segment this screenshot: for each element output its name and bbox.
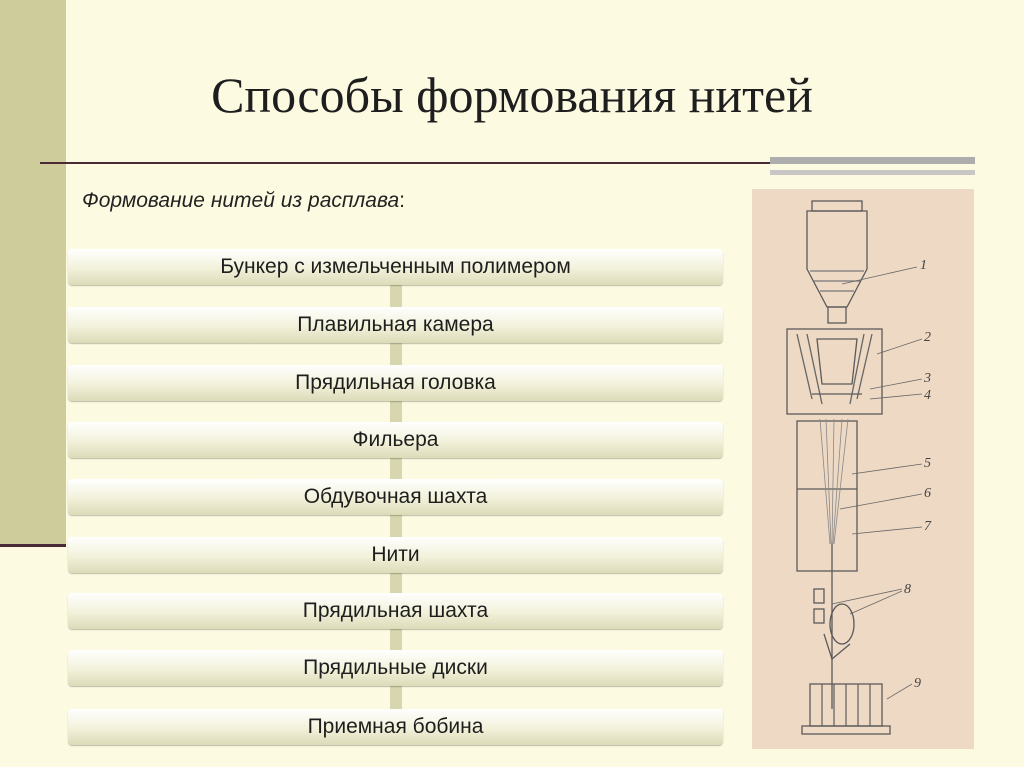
diagram-label-9: 9 — [914, 676, 921, 691]
diagram-label-3: 3 — [924, 371, 931, 386]
section-subtitle — [82, 189, 405, 213]
flow-step: Плавильная камера — [68, 307, 723, 343]
apparatus-drawing — [752, 189, 974, 749]
slide-title: Способы формования нитей — [211, 67, 813, 123]
title-accent-bar — [770, 157, 975, 164]
hopper-cap — [812, 201, 862, 211]
flow-step: Приемная бобина — [68, 709, 723, 745]
godet-disc — [830, 604, 854, 644]
title-accent-bar-secondary — [770, 170, 975, 175]
flow-step: Бункер с измельченным полимером — [68, 249, 723, 285]
diagram-label-6: 6 — [924, 486, 931, 501]
diagram-label-7: 7 — [924, 519, 931, 534]
hopper-body — [807, 211, 867, 307]
hopper-neck — [828, 307, 846, 323]
spinning-apparatus-diagram — [752, 189, 974, 749]
left-decor-line — [0, 544, 66, 547]
flow-step: Нити — [68, 537, 723, 573]
subtitle-text: Формование нитей из расплава — [82, 189, 400, 212]
diagram-label-1: 1 — [920, 258, 927, 273]
flow-step: Прядильные диски — [68, 650, 723, 686]
diagram-label-4: 4 — [924, 388, 931, 403]
flow-step: Прядильная головка — [68, 365, 723, 401]
melting-chamber — [787, 329, 882, 414]
flow-step: Прядильная шахта — [68, 593, 723, 629]
guide-roll — [814, 589, 824, 603]
diagram-label-5: 5 — [924, 456, 931, 471]
subtitle-colon: : — [399, 189, 405, 212]
flow-step: Обдувочная шахта — [68, 479, 723, 515]
diagram-label-8: 8 — [904, 582, 911, 597]
diagram-label-2: 2 — [924, 330, 931, 345]
flow-step: Фильера — [68, 422, 723, 458]
